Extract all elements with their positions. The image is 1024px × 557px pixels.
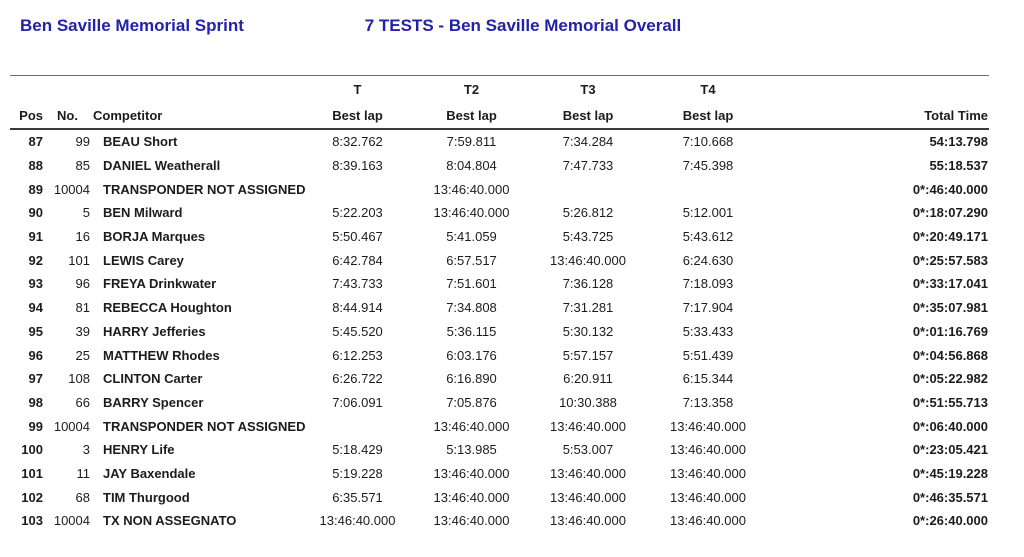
total-time-cell: 0*:01:16.769 [912,323,988,339]
race-number-cell: 108 [68,371,90,387]
t4-best-lap-cell: 7:45.398 [682,158,734,174]
position-cell: 94 [28,300,43,316]
t3-best-lap-cell: 7:31.281 [562,300,614,316]
result-row [10,248,989,272]
t-best-lap-cell: 5:45.520 [332,323,383,339]
position-cell: 101 [21,465,43,481]
col-header-t2: T2 [463,81,480,97]
race-number-cell: 5 [82,205,90,221]
t-best-lap-cell: 5:19.228 [332,465,383,481]
result-row [10,414,989,438]
total-time-cell: 0*:06:40.000 [912,418,988,434]
competitor-cell: FREYA Drinkwater [103,276,217,292]
race-number-cell: 99 [75,134,90,150]
t4-best-lap-cell: 5:33.433 [682,323,734,339]
race-number-cell: 10004 [53,181,90,197]
t-best-lap-cell: 8:39.163 [332,158,383,174]
total-time-cell: 55:18.537 [929,158,988,174]
competitor-cell: CLINTON Carter [103,371,203,387]
competitor-cell: DANIEL Weatherall [103,158,221,174]
report-title: 7 TESTS - Ben Saville Memorial Overall [364,16,682,35]
competitor-cell: MATTHEW Rhodes [103,347,220,363]
t3-best-lap-cell: 5:53.007 [562,442,614,458]
competitor-cell: BORJA Marques [103,229,206,245]
result-row [10,485,989,509]
position-cell: 96 [28,347,43,363]
t3-best-lap-cell: 7:34.284 [562,134,614,150]
race-number-cell: 39 [75,323,90,339]
t4-best-lap-cell: 5:51.439 [682,347,734,363]
race-number-cell: 85 [75,158,90,174]
t2-best-lap-cell: 6:03.176 [446,347,497,363]
race-number-cell: 25 [75,347,90,363]
result-row [10,225,989,249]
position-cell: 97 [28,371,43,387]
position-cell: 91 [28,229,43,245]
race-number-cell: 96 [75,276,90,292]
col-header-t: T [353,81,362,97]
t-best-lap-cell: 5:50.467 [332,229,383,245]
t3-best-lap-cell: 5:43.725 [562,229,614,245]
t-best-lap-cell: 8:32.762 [332,134,383,150]
t4-best-lap-cell: 13:46:40.000 [670,418,746,434]
result-row [10,272,989,296]
col-header-bestlap-t2: Best lap [446,107,497,123]
t2-best-lap-cell: 13:46:40.000 [433,513,510,529]
t2-best-lap-cell: 13:46:40.000 [433,181,510,197]
race-number-cell: 66 [75,394,90,410]
competitor-cell: TRANSPONDER NOT ASSIGNED [103,418,306,434]
competitor-cell: TIM Thurgood [103,489,190,505]
t2-best-lap-cell: 5:41.059 [446,229,497,245]
result-row [10,296,989,320]
t-best-lap-cell: 5:18.429 [332,442,383,458]
result-row [10,367,989,391]
t2-best-lap-cell: 8:04.804 [446,158,497,174]
col-header-t3: T3 [580,81,596,97]
col-header-bestlap-t3: Best lap [562,107,614,123]
total-time-cell: 0*:25:57.583 [912,252,988,268]
t2-best-lap-cell: 13:46:40.000 [433,489,510,505]
competitor-cell: BEAU Short [103,134,178,150]
position-cell: 103 [21,513,43,529]
t2-best-lap-cell: 7:59.811 [446,134,497,150]
competitor-cell: TX NON ASSEGNATO [103,513,237,529]
race-number-cell: 101 [68,252,90,268]
competitor-cell: TRANSPONDER NOT ASSIGNED [103,181,306,197]
results-table-header [10,76,989,130]
position-cell: 98 [28,394,43,410]
t-best-lap-cell [300,177,415,201]
position-cell: 89 [28,181,43,197]
t2-best-lap-cell: 5:36.115 [446,323,497,339]
race-number-cell: 10004 [53,513,90,529]
t-best-lap-cell: 7:43.733 [332,276,383,292]
race-number-cell: 16 [75,229,90,245]
col-header-no: No. [57,107,78,123]
spacer-cell [768,76,989,103]
col-header-bestlap-t: Best lap [332,107,383,123]
t3-best-lap-cell: 13:46:40.000 [550,465,626,481]
total-time-cell: 0*:51:55.713 [912,394,988,410]
total-time-cell: 0*:46:40.000 [912,181,988,197]
position-cell: 100 [21,442,43,458]
race-number-cell: 11 [76,465,90,481]
competitor-cell: JAY Baxendale [103,465,196,481]
competitor-cell: REBECCA Houghton [103,300,232,316]
t4-best-lap-cell: 7:18.093 [682,276,734,292]
t2-best-lap-cell: 13:46:40.000 [433,465,510,481]
spacer-cell [45,76,90,103]
race-number-cell: 68 [75,489,90,505]
results-table [10,75,989,533]
result-row [10,462,989,486]
t4-best-lap-cell: 7:17.904 [682,300,734,316]
t4-best-lap-cell: 5:12.001 [682,205,734,221]
competitor-cell: BEN Milward [103,205,183,221]
result-row [10,343,989,367]
total-time-cell: 0*:26:40.000 [912,513,988,529]
t2-best-lap-cell: 7:34.808 [446,300,497,316]
total-time-cell: 0*:20:49.171 [912,229,988,245]
t-best-lap-cell: 6:26.722 [332,371,383,387]
t4-best-lap-cell: 5:43.612 [682,229,734,245]
t3-best-lap-cell: 6:20.911 [563,371,613,387]
t-best-lap-cell: 7:06.091 [332,394,383,410]
competitor-cell: HARRY Jefferies [103,323,206,339]
position-cell: 90 [28,205,43,221]
t-best-lap-cell [300,414,415,438]
t2-best-lap-cell: 6:57.517 [446,252,497,268]
result-row [10,509,989,533]
t4-best-lap-cell: 13:46:40.000 [670,465,746,481]
position-cell: 88 [28,158,43,174]
t2-best-lap-cell: 13:46:40.000 [433,418,510,434]
total-time-cell: 0*:45:19.228 [912,465,988,481]
result-row [10,320,989,344]
t4-best-lap-cell: 13:46:40.000 [670,513,746,529]
spacer-cell [90,76,300,103]
col-header-bestlap-t4: Best lap [682,107,734,123]
total-time-cell: 54:13.798 [929,134,988,150]
total-time-cell: 0*:33:17.041 [912,276,988,292]
position-cell: 99 [28,418,43,434]
total-time-cell: 0*:35:07.981 [912,300,988,316]
col-header-pos: Pos [19,107,43,123]
total-time-cell: 0*:23:05.421 [912,442,988,458]
position-cell: 95 [28,323,43,339]
event-title: Ben Saville Memorial Sprint [20,16,244,35]
t4-best-lap-cell: 6:24.630 [682,252,734,268]
t3-best-lap-cell: 5:26.812 [562,205,614,221]
result-row [10,391,989,415]
t-best-lap-cell: 13:46:40.000 [319,513,396,529]
t-best-lap-cell: 5:22.203 [332,205,383,221]
t3-best-lap-cell [528,177,648,201]
position-cell: 87 [28,134,43,150]
t3-best-lap-cell: 13:46:40.000 [550,489,626,505]
result-row [10,129,989,154]
competitor-cell: BARRY Spencer [103,394,204,410]
total-time-cell: 0*:05:22.982 [912,371,988,387]
column-header-row [10,102,989,129]
t3-best-lap-cell: 5:30.132 [562,323,614,339]
col-header-competitor: Competitor [93,107,163,123]
t3-best-lap-cell: 5:57.157 [562,347,614,363]
t3-best-lap-cell: 10:30.388 [559,394,617,410]
t-best-lap-cell: 6:12.253 [332,347,383,363]
t4-best-lap-cell [648,177,768,201]
competitor-cell: HENRY Life [103,442,175,458]
t3-best-lap-cell: 13:46:40.000 [550,513,626,529]
total-time-cell: 0*:46:35.571 [912,489,988,505]
race-number-cell: 10004 [53,418,90,434]
result-row [10,177,989,201]
col-header-total-time: Total Time [924,107,988,123]
t2-best-lap-cell: 6:16.890 [446,371,497,387]
result-row [10,154,989,178]
result-row [10,438,989,462]
col-header-t4: T4 [700,81,716,97]
t4-best-lap-cell: 13:46:40.000 [670,489,746,505]
t-best-lap-cell: 8:44.914 [332,300,383,316]
t2-best-lap-cell: 7:05.876 [446,394,497,410]
t4-best-lap-cell: 13:46:40.000 [670,442,746,458]
t2-best-lap-cell: 7:51.601 [446,276,497,292]
t4-best-lap-cell: 7:13.358 [682,394,734,410]
t4-best-lap-cell: 7:10.668 [682,134,734,150]
results-table-body [10,129,989,533]
t3-best-lap-cell: 13:46:40.000 [550,418,626,434]
t-best-lap-cell: 6:35.571 [332,489,383,505]
t-best-lap-cell: 6:42.784 [332,252,383,268]
t3-best-lap-cell: 13:46:40.000 [550,252,626,268]
total-time-cell: 0*:04:56.868 [912,347,988,363]
test-header-row [10,76,989,103]
race-number-cell: 3 [82,442,90,458]
spacer-cell [10,76,45,103]
competitor-cell: LEWIS Carey [103,252,184,268]
position-cell: 93 [28,276,43,292]
t2-best-lap-cell: 13:46:40.000 [433,205,510,221]
t3-best-lap-cell: 7:47.733 [562,158,614,174]
position-cell: 92 [28,252,43,268]
position-cell: 102 [21,489,43,505]
race-number-cell: 81 [75,300,90,316]
total-time-cell: 0*:18:07.290 [912,205,988,221]
result-row [10,201,989,225]
t2-best-lap-cell: 5:13.985 [446,442,497,458]
t3-best-lap-cell: 7:36.128 [562,276,614,292]
t4-best-lap-cell: 6:15.344 [682,371,734,387]
